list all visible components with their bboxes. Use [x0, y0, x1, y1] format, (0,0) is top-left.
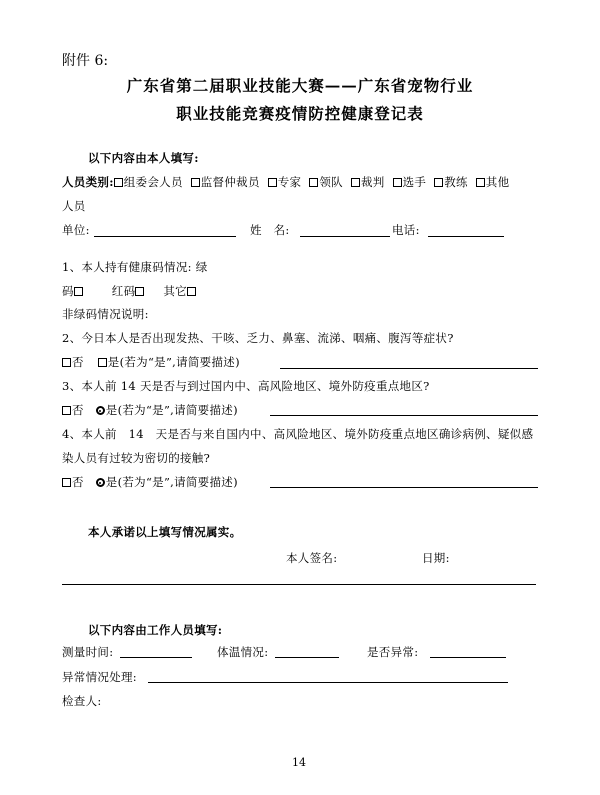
- question-3: 3、本人前 14 天是否与到过国内中、高风险地区、境外防疫重点地区?: [62, 379, 430, 393]
- inspector-label: 检查人:: [62, 694, 102, 708]
- handling-field[interactable]: [148, 682, 508, 683]
- q4-answer-row: [62, 474, 238, 490]
- staff-section-heading: 以下内容由工作人员填写:: [88, 623, 223, 637]
- q3-description-field[interactable]: [270, 415, 538, 416]
- checkbox-icon[interactable]: [62, 406, 71, 415]
- self-section-heading: 以下内容由本人填写:: [88, 151, 199, 165]
- checkbox-icon[interactable]: [393, 178, 402, 187]
- category-option-coach[interactable]: 教练: [434, 175, 468, 189]
- handling-label: 异常情况处理:: [62, 670, 137, 684]
- time-field[interactable]: [120, 657, 192, 658]
- q2-yes[interactable]: 是(若为“是”,请简要描述): [98, 355, 240, 369]
- checkbox-icon[interactable]: [62, 358, 71, 367]
- category-option-expert[interactable]: 专家: [268, 175, 302, 189]
- pledge-text: 本人承诺以上填写情况属实。: [88, 525, 242, 539]
- question-1: 1、本人持有健康码情况: 绿: [62, 260, 208, 274]
- category-wrap-text: 人员: [62, 199, 86, 213]
- unit-field[interactable]: [94, 236, 236, 237]
- category-row: [62, 174, 509, 190]
- name-label: 姓 名:: [250, 223, 290, 237]
- category-option-committee[interactable]: 组委会人员: [114, 175, 183, 189]
- question-4-line2: 染人员有过较为密切的接触?: [62, 451, 211, 465]
- checkbox-icon[interactable]: [351, 178, 360, 187]
- health-code-options: [62, 283, 197, 299]
- radio-icon[interactable]: [96, 406, 105, 415]
- checkbox-icon[interactable]: [135, 287, 144, 296]
- category-option-contestant[interactable]: 选手: [393, 175, 427, 189]
- signature-line[interactable]: [62, 584, 536, 585]
- q3-no[interactable]: 否: [62, 403, 84, 417]
- checkbox-icon[interactable]: [187, 287, 196, 296]
- q3-answer-row: [62, 402, 238, 418]
- date-label: 日期:: [422, 551, 450, 565]
- checkbox-icon[interactable]: [74, 287, 83, 296]
- q3-yes[interactable]: 是(若为“是”,请简要描述): [96, 403, 238, 417]
- question-4-line1: 4、本人前 14 天是否与来自国内中、高风险地区、境外防疫重点地区确诊病例、疑似感: [62, 427, 534, 441]
- checkbox-icon[interactable]: [268, 178, 277, 187]
- category-option-referee[interactable]: 裁判: [351, 175, 385, 189]
- q4-no[interactable]: 否: [62, 475, 84, 489]
- page-title-line1: 广东省第二届职业技能大赛——广东省宠物行业: [126, 76, 474, 95]
- phone-field[interactable]: [428, 236, 504, 237]
- category-option-leader[interactable]: 领队: [309, 175, 343, 189]
- q2-answer-row: [62, 354, 240, 370]
- category-option-other[interactable]: 其他: [476, 175, 510, 189]
- health-code-red[interactable]: 红码: [112, 284, 146, 298]
- abnormal-field[interactable]: [430, 657, 506, 658]
- q4-yes[interactable]: 是(若为“是”,请简要描述): [96, 475, 238, 489]
- page-number: 14: [292, 756, 306, 769]
- checkbox-icon[interactable]: [98, 358, 107, 367]
- signature-label: 本人签名:: [286, 551, 338, 565]
- non-green-explain-label: 非绿码情况说明:: [62, 307, 149, 321]
- unit-label: 单位:: [62, 223, 90, 237]
- phone-label: 电话:: [392, 223, 420, 237]
- category-option-supervisor[interactable]: 监督仲裁员: [191, 175, 260, 189]
- checkbox-icon[interactable]: [434, 178, 443, 187]
- time-label: 测量时间:: [62, 645, 114, 659]
- radio-icon[interactable]: [96, 478, 105, 487]
- q2-description-field[interactable]: [280, 368, 538, 369]
- checkbox-icon[interactable]: [62, 478, 71, 487]
- health-code-other[interactable]: 其它: [163, 284, 197, 298]
- checkbox-icon[interactable]: [476, 178, 485, 187]
- health-code-green[interactable]: 码: [62, 284, 84, 298]
- q2-no[interactable]: 否: [62, 355, 84, 369]
- attachment-label: 附件 6:: [62, 53, 109, 69]
- checkbox-icon[interactable]: [114, 178, 123, 187]
- category-label: 人员类别:: [62, 175, 114, 189]
- abnormal-label: 是否异常:: [367, 645, 419, 659]
- q4-description-field[interactable]: [270, 487, 538, 488]
- checkbox-icon[interactable]: [309, 178, 318, 187]
- question-2: 2、今日本人是否出现发热、干咳、乏力、鼻塞、流涕、咽痛、腹泻等症状?: [62, 331, 454, 345]
- page-title-line2: 职业技能竞赛疫情防控健康登记表: [176, 104, 424, 123]
- checkbox-icon[interactable]: [191, 178, 200, 187]
- temp-field[interactable]: [275, 657, 339, 658]
- name-field[interactable]: [300, 236, 390, 237]
- temp-label: 体温情况:: [217, 645, 269, 659]
